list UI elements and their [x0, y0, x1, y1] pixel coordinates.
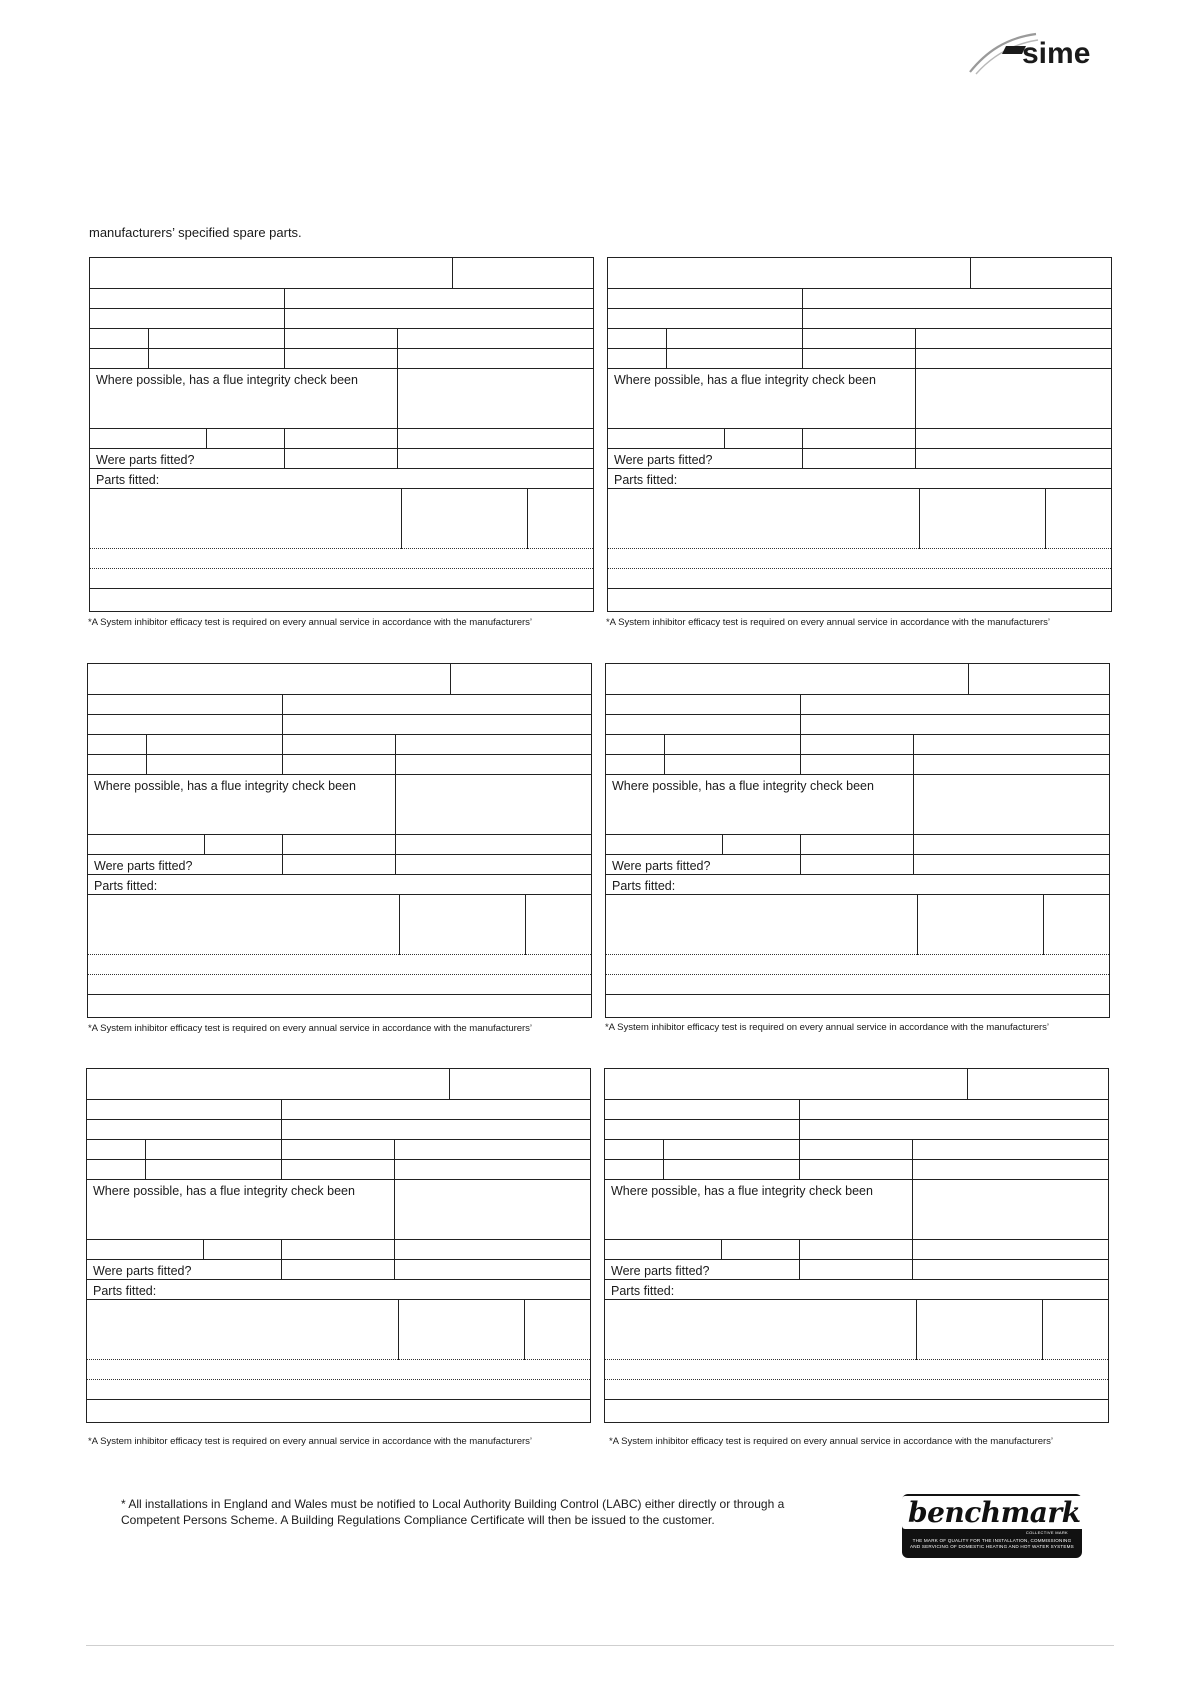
column-divider [919, 489, 920, 549]
form-row[interactable] [90, 309, 593, 329]
form-row[interactable] [608, 309, 1111, 329]
column-divider [913, 855, 914, 875]
form-row[interactable] [90, 329, 593, 349]
form-row[interactable] [88, 755, 591, 775]
benchmark-collective: COLLECTIVE MARK [1025, 1530, 1068, 1535]
form-row[interactable] [605, 1240, 1108, 1260]
form-row[interactable] [90, 569, 593, 589]
form-row[interactable] [606, 955, 1109, 975]
column-divider [913, 835, 914, 855]
column-divider [401, 489, 402, 549]
column-divider [917, 895, 918, 955]
column-divider [724, 429, 725, 449]
column-divider [967, 1069, 968, 1100]
column-divider [800, 835, 801, 855]
column-divider [395, 855, 396, 875]
benchmark-logo [902, 1494, 1082, 1558]
column-divider [284, 289, 285, 329]
form-row[interactable] [88, 895, 591, 955]
form-row[interactable] [88, 835, 591, 855]
form-row[interactable] [87, 1069, 590, 1100]
service-record-card [607, 257, 1112, 612]
form-row[interactable] [87, 1300, 590, 1360]
column-divider [281, 1240, 282, 1260]
inhibitor-note: *A System inhibitor efficacy test is required on every annual service in accordance with the manufacturers’ [88, 1436, 533, 1447]
parts-fitted-label: Parts fitted: [96, 473, 160, 487]
column-divider [915, 329, 916, 369]
parts-fitted-label: Parts fitted: [94, 879, 158, 893]
form-row[interactable] [90, 489, 593, 549]
column-divider [524, 1300, 525, 1360]
parts-fitted-question: Were parts fitted? [93, 1264, 192, 1278]
form-row[interactable] [87, 1380, 590, 1400]
column-divider [913, 775, 914, 835]
benchmark-word: benchmark [902, 1496, 1087, 1529]
column-divider [394, 1260, 395, 1280]
inhibitor-note: *A System inhibitor efficacy test is required on every annual service in accordance with the manufacturers’ [605, 1022, 1050, 1033]
column-divider [282, 735, 283, 775]
form-row[interactable] [87, 1160, 590, 1180]
form-row[interactable] [608, 429, 1111, 449]
column-divider [802, 449, 803, 469]
parts-fitted-question: Were parts fitted? [612, 859, 711, 873]
column-divider [203, 1240, 204, 1260]
column-divider [145, 1140, 146, 1180]
form-row[interactable] [88, 715, 591, 735]
column-divider [799, 1100, 800, 1140]
column-divider [397, 369, 398, 429]
column-divider [799, 1140, 800, 1180]
form-row[interactable] [605, 1120, 1108, 1140]
column-divider [281, 1140, 282, 1180]
column-divider [282, 835, 283, 855]
footnote-line-2: Competent Persons Scheme. A Building Regulations Compliance Certificate will then be issued to the customer. [121, 1513, 715, 1527]
form-row[interactable] [608, 569, 1111, 589]
inhibitor-note: *A System inhibitor efficacy test is required on every annual service in accordance with the manufacturers’ [88, 617, 533, 628]
flue-check-label: Where possible, has a flue integrity check been [94, 779, 356, 793]
column-divider [802, 289, 803, 329]
inhibitor-note: *A System inhibitor efficacy test is required on every annual service in accordance with the manufacturers’ [606, 617, 1051, 628]
benchmark-tagline [908, 1538, 1076, 1550]
column-divider [397, 449, 398, 469]
form-row[interactable] [87, 1100, 590, 1120]
parts-fitted-label: Parts fitted: [614, 473, 678, 487]
service-record-card [604, 1068, 1109, 1423]
column-divider [282, 855, 283, 875]
flue-check-label: Where possible, has a flue integrity check been [611, 1184, 873, 1198]
column-divider [527, 489, 528, 549]
form-row[interactable] [605, 1160, 1108, 1180]
form-row[interactable] [87, 1360, 590, 1380]
flue-check-label: Where possible, has a flue integrity check been [93, 1184, 355, 1198]
column-divider [284, 329, 285, 369]
column-divider [968, 664, 969, 695]
form-row[interactable] [605, 1140, 1108, 1160]
form-row[interactable] [88, 695, 591, 715]
column-divider [800, 695, 801, 735]
column-divider [397, 429, 398, 449]
parts-fitted-label: Parts fitted: [612, 879, 676, 893]
column-divider [802, 329, 803, 369]
flue-check-label: Where possible, has a flue integrity check been [96, 373, 358, 387]
form-row[interactable] [608, 549, 1111, 569]
benchmark-tagline-2: AND SERVICING OF DOMESTIC HEATING AND HOT WATER SYSTEMS [910, 1544, 1074, 1549]
page-divider [86, 1645, 1114, 1646]
column-divider [913, 735, 914, 775]
column-divider [663, 1140, 664, 1180]
column-divider [916, 1300, 917, 1360]
form-row[interactable] [608, 489, 1111, 549]
parts-fitted-question: Were parts fitted? [96, 453, 195, 467]
form-row[interactable] [88, 735, 591, 755]
form-row[interactable] [606, 895, 1109, 955]
form-row[interactable] [606, 735, 1109, 755]
column-divider [399, 895, 400, 955]
column-divider [284, 429, 285, 449]
footnote-line-1: * All installations in England and Wales must be notified to Local Authority Building Control (LABC) either directly or through a [121, 1497, 785, 1511]
column-divider [394, 1240, 395, 1260]
form-row[interactable] [88, 664, 591, 695]
form-row[interactable] [605, 1380, 1108, 1400]
column-divider [395, 775, 396, 835]
column-divider [912, 1240, 913, 1260]
form-row[interactable] [608, 349, 1111, 369]
column-divider [397, 329, 398, 369]
column-divider [915, 369, 916, 429]
parts-fitted-question: Were parts fitted? [94, 859, 193, 873]
form-row[interactable] [88, 875, 591, 895]
column-divider [206, 429, 207, 449]
column-divider [449, 1069, 450, 1100]
column-divider [912, 1140, 913, 1180]
column-divider [800, 735, 801, 775]
column-divider [1043, 895, 1044, 955]
column-divider [800, 855, 801, 875]
service-record-card [87, 663, 592, 1018]
column-divider [666, 329, 667, 369]
column-divider [915, 429, 916, 449]
service-record-card [89, 257, 594, 612]
form-row[interactable] [88, 975, 591, 995]
column-divider [525, 895, 526, 955]
parts-fitted-question: Were parts fitted? [614, 453, 713, 467]
form-row[interactable] [606, 755, 1109, 775]
column-divider [912, 1260, 913, 1280]
form-row[interactable] [606, 975, 1109, 995]
form-row[interactable] [608, 329, 1111, 349]
form-row[interactable] [606, 664, 1109, 695]
column-divider [394, 1140, 395, 1180]
column-divider [722, 835, 723, 855]
service-record-card [605, 663, 1110, 1018]
form-row[interactable] [605, 1100, 1108, 1120]
benchmark-tagline-1: THE MARK OF QUALITY FOR THE INSTALLATION, COMMISSIONING [912, 1538, 1072, 1543]
column-divider [204, 835, 205, 855]
form-row[interactable] [605, 1069, 1108, 1100]
column-divider [281, 1100, 282, 1140]
column-divider [282, 695, 283, 735]
service-record-card [86, 1068, 591, 1423]
column-divider [450, 664, 451, 695]
column-divider [281, 1260, 282, 1280]
column-divider [146, 735, 147, 775]
column-divider [799, 1260, 800, 1280]
inhibitor-note: *A System inhibitor efficacy test is required on every annual service in accordance with the manufacturers’ [88, 1023, 533, 1034]
form-row[interactable] [87, 1120, 590, 1140]
form-row[interactable] [87, 1240, 590, 1260]
form-row[interactable] [87, 1140, 590, 1160]
labc-footnote [121, 1496, 784, 1528]
form-row[interactable] [608, 289, 1111, 309]
column-divider [799, 1240, 800, 1260]
column-divider [912, 1180, 913, 1240]
column-divider [802, 429, 803, 449]
column-divider [452, 258, 453, 289]
form-row[interactable] [87, 1280, 590, 1300]
column-divider [394, 1180, 395, 1240]
inhibitor-note: *A System inhibitor efficacy test is required on every annual service in accordance with the manufacturers’ [609, 1436, 1054, 1447]
parts-fitted-question: Were parts fitted? [611, 1264, 710, 1278]
parts-fitted-label: Parts fitted: [93, 1284, 157, 1298]
form-row[interactable] [88, 955, 591, 975]
form-row[interactable] [606, 695, 1109, 715]
column-divider [398, 1300, 399, 1360]
form-row[interactable] [605, 1360, 1108, 1380]
form-row[interactable] [608, 258, 1111, 289]
intro-text: manufacturers’ specified spare parts. [89, 225, 302, 240]
form-row[interactable] [90, 258, 593, 289]
column-divider [395, 835, 396, 855]
column-divider [148, 329, 149, 369]
form-row[interactable] [90, 349, 593, 369]
form-row[interactable] [90, 469, 593, 489]
column-divider [970, 258, 971, 289]
flue-check-label: Where possible, has a flue integrity check been [614, 373, 876, 387]
parts-fitted-label: Parts fitted: [611, 1284, 675, 1298]
column-divider [1045, 489, 1046, 549]
form-row[interactable] [90, 549, 593, 569]
form-row[interactable] [606, 835, 1109, 855]
form-row[interactable] [90, 289, 593, 309]
form-row[interactable] [605, 1280, 1108, 1300]
column-divider [1042, 1300, 1043, 1360]
form-row[interactable] [605, 1300, 1108, 1360]
column-divider [284, 449, 285, 469]
sime-logo [966, 24, 1116, 76]
column-divider [395, 735, 396, 775]
column-divider [915, 449, 916, 469]
column-divider [721, 1240, 722, 1260]
form-row[interactable] [606, 875, 1109, 895]
flue-check-label: Where possible, has a flue integrity check been [612, 779, 874, 793]
form-row[interactable] [606, 715, 1109, 735]
form-row[interactable] [608, 469, 1111, 489]
form-row[interactable] [90, 429, 593, 449]
brand-name: sime [1022, 37, 1091, 70]
column-divider [664, 735, 665, 775]
